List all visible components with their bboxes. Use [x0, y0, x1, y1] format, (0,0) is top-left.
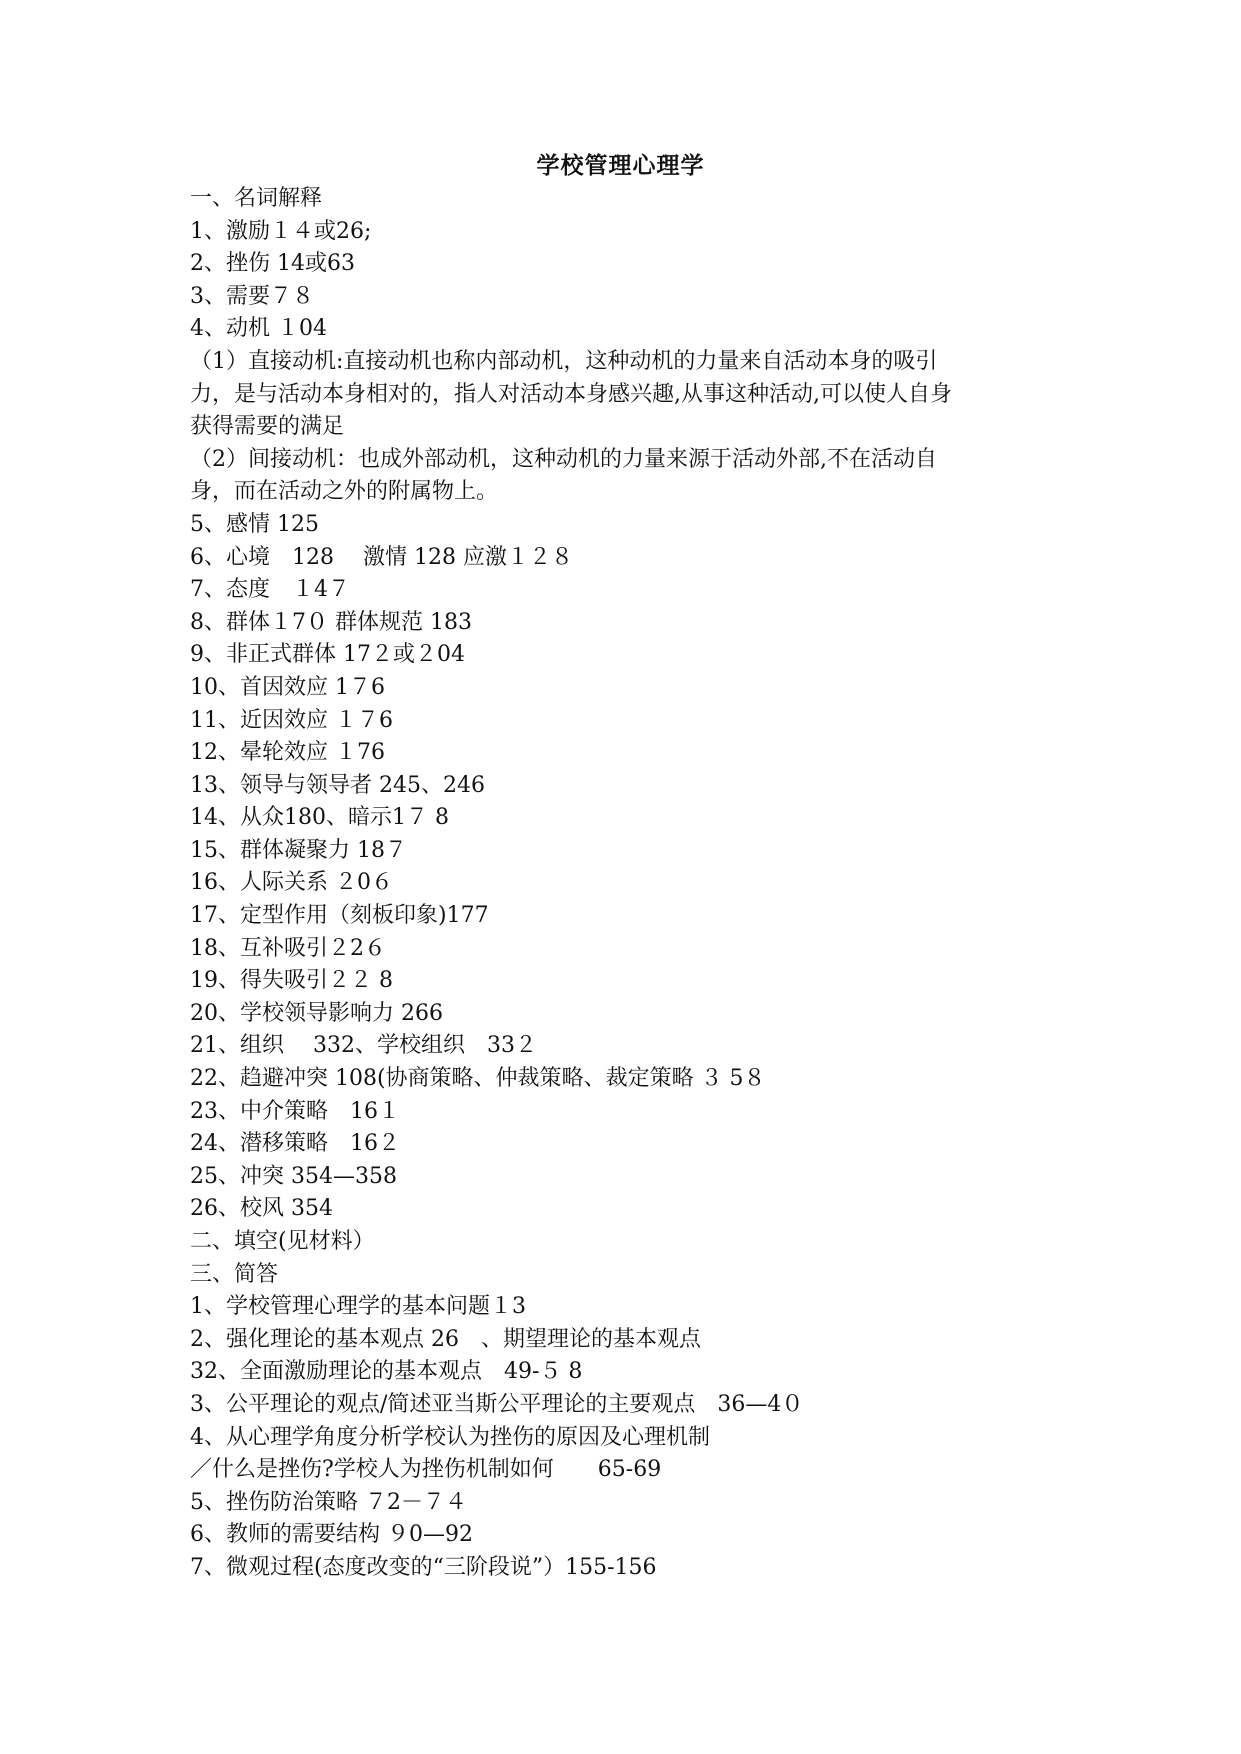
text-line: 4、动机 １04 [190, 316, 327, 342]
text-line: 7、态度 １4７ [190, 577, 350, 603]
text-line: （2）间接动机：也成外部动机，这种动机的力量来源于活动外部,不在活动自 [190, 446, 937, 472]
text-line: 6、教师的需要结构 ９0—92 [190, 1522, 473, 1548]
text-line: ／什么是挫伤?学校人为挫伤机制如何 65-69 [190, 1457, 662, 1483]
text-line: 19、得失吸引２２ 8 [190, 968, 393, 994]
text-line: 14、从众180、暗示1７ 8 [190, 805, 449, 831]
text-line: 24、潜移策略 16２ [190, 1131, 400, 1157]
text-line: 17、定型作用（刻板印象)177 [190, 903, 489, 929]
text-line: 力，是与活动本身相对的，指人对活动本身感兴趣,从事这种活动,可以使人自身 [190, 381, 952, 407]
text-line: 4、从心理学角度分析学校认为挫伤的原因及心理机制 [190, 1424, 710, 1450]
text-line: 23、中介策略 16１ [190, 1098, 400, 1124]
text-line: 8、群体１7０ 群体规范 183 [190, 609, 472, 635]
text-line: 5、挫伤防治策略 ７2－７４ [190, 1489, 467, 1515]
text-line: 21、组织 332、学校组织 33２ [190, 1033, 537, 1059]
text-line: 12、晕轮效应 １76 [190, 740, 385, 766]
text-line: 2、挫伤 14或63 [190, 251, 355, 277]
text-line: 7、微观过程(态度改变的“三阶段说”）155-156 [190, 1554, 657, 1580]
text-line: 3、需要７８ [190, 283, 314, 309]
text-line: 5、感情 125 [190, 511, 319, 537]
text-line: 身，而在活动之外的附属物上。 [190, 479, 499, 505]
text-line: 25、冲突 354—358 [190, 1163, 397, 1189]
text-line: 10、首因效应 1７6 [190, 674, 385, 700]
text-line: 32、全面激励理论的基本观点 49-５ 8 [190, 1359, 583, 1385]
text-line: 1、激励１４或26; [190, 218, 372, 244]
text-line: 22、趋避冲突 108(协商策略、仲裁策略、裁定策略 ３ 5８ [190, 1066, 766, 1092]
text-line: 二、填空(见材料） [190, 1229, 375, 1254]
text-line: 3、公平理论的观点/简述亚当斯公平理论的主要观点 36—4０ [190, 1391, 804, 1417]
text-line: 18、互补吸引２2６ [190, 935, 386, 961]
text-line: 1、学校管理心理学的基本问题１3 [190, 1294, 526, 1320]
document-body [190, 183, 1080, 1585]
text-line: 6、心境 128 激情 128 应激１２８ [190, 544, 573, 570]
text-line: 26、校风 354 [190, 1196, 333, 1222]
text-line: 一、名词解释 [190, 186, 323, 211]
text-line: 三、简答 [190, 1261, 279, 1287]
text-line: 20、学校领导影响力 266 [190, 1000, 443, 1026]
text-line: 获得需要的满足 [190, 414, 345, 440]
text-line: 15、群体凝聚力 18７ [190, 837, 407, 863]
text-line: 9、非正式群体 17２或２04 [190, 642, 465, 668]
text-line: 2、强化理论的基本观点 26 、期望理论的基本观点 [190, 1326, 701, 1352]
text-line: （1）直接动机:直接动机也称内部动机，这种动机的力量来自活动本身的吸引 [190, 348, 938, 374]
text-line: 11、近因效应 １７6 [190, 707, 393, 733]
text-line: 13、领导与领导者 245、246 [190, 772, 485, 798]
text-line: 16、人际关系 ２0６ [190, 870, 393, 896]
document-title: 学校管理心理学 [536, 152, 705, 179]
